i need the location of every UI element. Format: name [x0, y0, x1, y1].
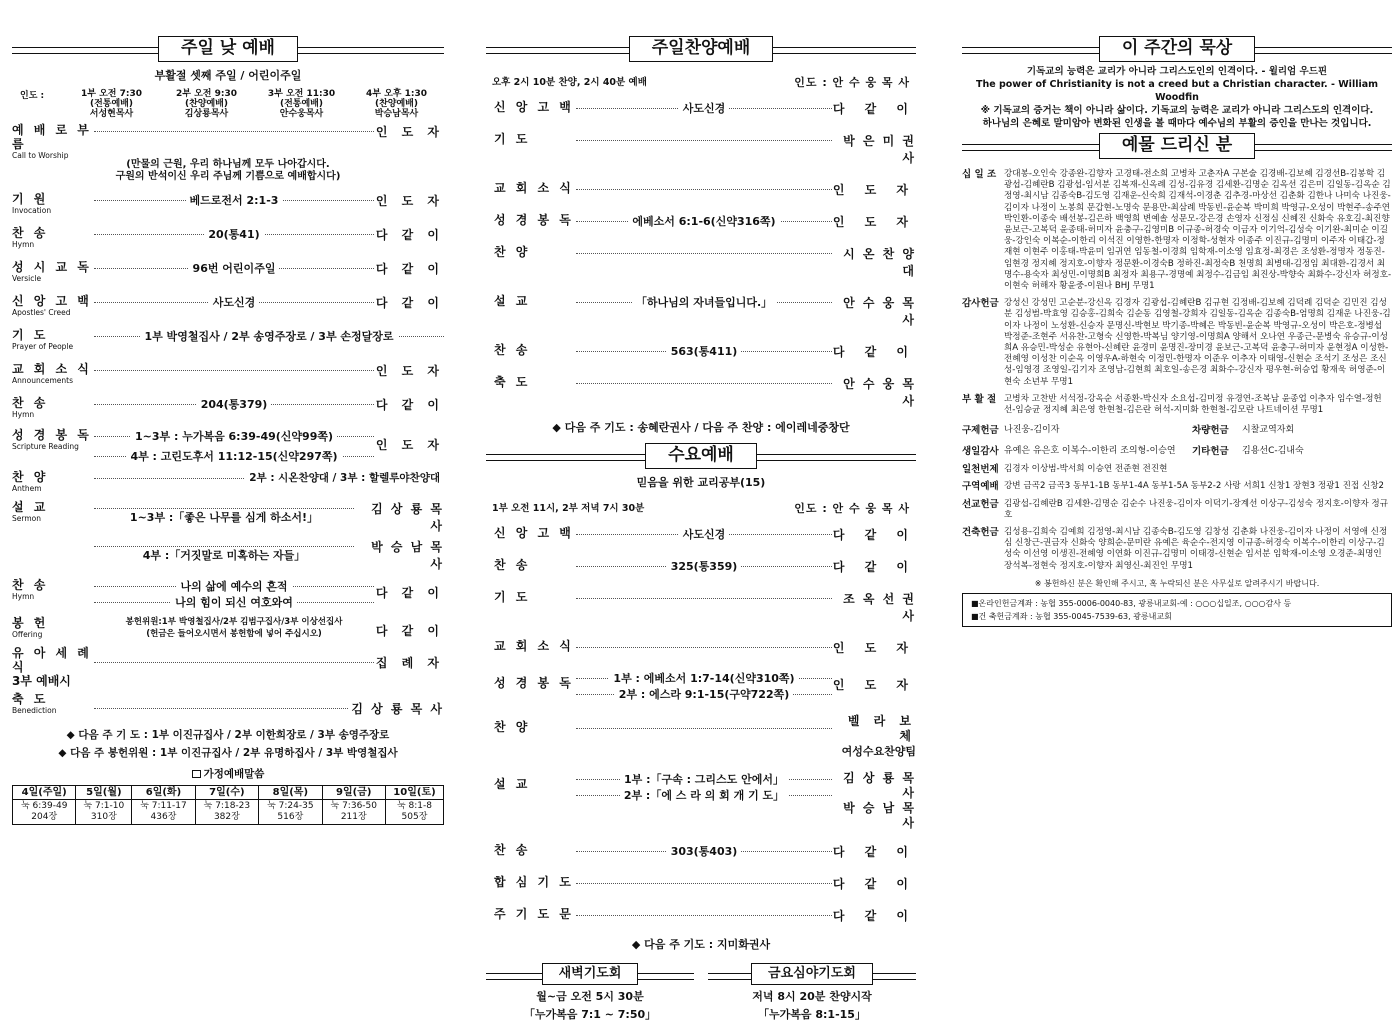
row-label: 신 앙 고 백 [494, 526, 574, 540]
praise-row [486, 343, 916, 360]
row-label: 주 기 도 문 [494, 907, 574, 921]
row-right: 다 같 이 [832, 528, 916, 542]
prayer-meetings [486, 962, 916, 1022]
row-detail: 사도신경 [576, 526, 832, 542]
leader-3: 3부 오전 11:30 (전통예배) 안수웅목사 [267, 89, 336, 119]
book-icon [192, 770, 201, 778]
row-detail: 563(통411) [576, 343, 832, 359]
onetime-block: 일천번제 김경자 이상범-박서희 이승연 전준현 전진현 [962, 464, 1168, 476]
row-detail [576, 132, 832, 146]
row-label: 성 경 봉 독 [494, 213, 574, 227]
sermon-row: 설 교 Sermon 1~3부 :「좋은 나무를 심게 하소서!」 김 상 룡 목 사 4부 :「거짓말로 미혹하는 자들」 박 승 남 목 사 [12, 500, 444, 571]
wednesday-title: 수요예배 [645, 443, 757, 469]
call-right: 인 도 자 [375, 125, 444, 139]
row-label: 교 회 소 식 [494, 639, 574, 653]
row-label: 찬 송 [494, 343, 531, 357]
wednesday-header [486, 443, 916, 469]
row-right: 다 같 이 [832, 909, 916, 923]
mission-block: 선교헌금 김광섭-김혜란B 김세환-김명순 김순수 나진웅-김이자 이덕기-장계선 이상구-김성숙 정지호-이향자 정규호 [962, 498, 1388, 520]
thanks-block: 감사헌금 강성신 강성민 고순분-강신옥 김경자 김광섭-김혜란B 김규현 김정배-김보혜 김덕례 김덕순 김민진 김성분 김성범-박효영 김승홍-김희숙 김순동 김영철-강희자 김일동-김옥순 김종숙B-엄명희 김재운 나진웅-김이자 나정이 노성환-신승자 문명신-박현보 박기종-박혜은 박동빈-윤순복 박영규-오성이 박은호-정병섭 박정준-조현주 서유찬-고형숙 신영한-박복님 양기영-이명희A 양해서 오나연 우종근-문병숙 유승규-이성희A 유승민-박성순 유현아-신혜란 윤경미 윤명진-장미경 윤보근-고복덕 윤충구-허미자 윤현정A 이성한-전혜영 이성찬 이순옥 이영우A-하현숙 이정민-한명자 이준우 이추자 이태영-신현순 조석기 조성은 조신성-임영경 조영일-김기자 조영남-김현희 최호일-송은경 최화수-강신자 평우현-허승업 황재욱 허영준-이현숙 소년부 무명1 [962, 298, 1391, 387]
praise-row [486, 132, 916, 166]
week-day-header: 8일(목) [259, 786, 322, 800]
quote-4: 하나님의 은혜로 말미암아 변화된 인생을 볼 때마다 예수님의 부활의 증인을 만나는 것입니다. [982, 118, 1372, 129]
bank-online: ■온라인헌금계좌 : 농협 355-0006-0040-83, 광릉내교회-예 : ○○○십일조, ○○○감사 등 [971, 598, 1292, 608]
call-mid [94, 123, 374, 137]
meditation-column [962, 0, 1392, 785]
row-right: 다 같 이 [832, 877, 916, 891]
call-note-1: (만물의 근원, 우리 하나님께 모두 나아갑시다. [126, 159, 330, 170]
row-detail [576, 375, 832, 389]
leader-4: 4부 오후 1:30 (찬양예배) 박승남목사 [366, 89, 427, 119]
row-label: 설 교 [494, 294, 531, 308]
row-label: 찬 송 [494, 843, 531, 857]
week-reading-cell: 눅 7:11-17 436장 [132, 800, 195, 825]
wednesday-row [486, 590, 916, 624]
wednesday-row [486, 843, 916, 860]
row-label: 기 도 [494, 590, 531, 604]
call-label: 예 배 로 부 름 Call to Worship [12, 123, 92, 160]
praise-worship-header [486, 36, 916, 62]
week-reading-cell: 눅 7:18-23 382장 [195, 800, 258, 825]
praise-worship-title: 주일찬양예배 [629, 36, 774, 62]
quote-2: The power of Christianity is not a creed but a Christian character. - William Woodfin [975, 79, 1379, 103]
leader-1: 1부 오전 7:30 (전통예배) 서성현목사 [81, 89, 142, 119]
tithe-block: 십 일 조 강대봉-오인숙 강종완-김향자 고경태-전소희 고병차 고춘자A 구본술 김경배-김보혜 김경선B-김봉학 김광섭-김혜란B 김광섭-임서분 김복재-신옥례 김성-김유경 김세환-김명순 김옥선 김은미 김일동-김옥순 김정영-최시남 김종숙B-김도영 김재운-신숙희 김재석-이경춘 김추경-마상선 김춘화 김한나 나미숙 나진웅-김이자 나정이 노봉희 문갑현-노명숙 문용만-최삼례 박동빈-윤순복 박미희 박영규-오성이 박현주-송주연 박인환-이종숙 배선봉-김은하 백영희 변예솔 성문모-강은경 손영자 신정심 신혜진 신화숙 유호길-최진향 윤보근-고복덕 윤종태-허미자 윤충구-김영미B 이규종-허경숙 이금자 이기억-김성숙 이기완-최미순 이길웅-강인숙 이복순-이한리 이석진 이영한-한명자 이정학-성현자 이종주 이진규-김명미 이주자 이태갑-정재현 이현주 이홍태-박윤미 임귀연 임동철-이경희 임학재-이소영 임효정-최경은 조성환-정명자 정동진-임현경 정지혜 정지호-이향자 정문환-이경숙B 정하진-최정숙B 천명희 최병태-김정임 최대환-김경서 최명수-용숙자 최성민-이명희B 최정자 최용구-경명예 최정수-김금임 최진상-박향숙 최화수-강신자 허정호-이현숙 허해자 황윤중-이원나 BHJ 무명1 [962, 169, 1392, 292]
leader-label: 인도 : [20, 91, 45, 101]
district-block: 구역예배 강변 금곡2 금곡3 동부1-1B 동부1-4A 동부1-5A 동부2-2 사랑 서희1 신창1 장현3 정광1 진접 신창2 [962, 481, 1385, 493]
wednesday-scripture-row: 성 경 봉 독 1부 : 에베소서 1:7-14(신약310쪽) 2부 : 에스라 9:1-15(구약722쪽) 인 도 자 [494, 672, 916, 701]
week-reading-cell: 눅 7:36-50 211장 [322, 800, 385, 825]
row-right: 다 같 이 [832, 560, 916, 574]
quote-3: ※ 기독교의 증거는 책이 아니라 삶이다. 기독교의 능력은 교리가 아니라 그리스도의 인격이다. [980, 105, 1374, 116]
week-day-header: 7일(수) [195, 786, 258, 800]
scripture-row: 성 경 봉 독 Scripture Reading 1~3부 : 누가복음 6:39-49(신약99쪽) 4부 : 고린도후서 11:12-15(신약297쪽) 인 도 자 [12, 428, 444, 463]
row-detail [576, 907, 832, 921]
next-week-offering: ◆ 다음 주 봉헌위원 : 1부 이진규집사 / 2부 유명하집사 / 3부 박영철집사 [58, 747, 398, 759]
row-right: 인 도 자 [832, 641, 916, 655]
sunday-worship-column [12, 0, 444, 822]
birthday-block: 생일감사 유예은 유은호 이복수-이한리 조의형-이승연 기타헌금 김용선C-김내숙 [962, 446, 1304, 458]
hymn-row: 찬 송 Hymn 20(통41) 다 같 이 [12, 226, 444, 249]
wednesday-leader: 인도 : 안 수 웅 목 사 [794, 502, 910, 515]
hymn3-row: 찬 송 Hymn 나의 삶에 예수의 흔적 나의 힘이 되신 여호와여 다 같 이 [12, 578, 444, 609]
offering-notice: ※ 봉헌하신 분은 확인해 주시고, 혹 누락되신 분은 사무실로 알려주시기 바랍니다. [1034, 578, 1320, 588]
hymn2-row: 찬 송 Hymn 204(통379) 다 같 이 [12, 396, 444, 419]
construction-block: 건축헌금 김성용-김희숙 김예희 김정영-최시남 김종숙B-김도영 김창성 김춘화 나진웅-김이자 나정이 서영애 신정심 신창근-권금자 신화숙 양희순-문미란 유예은 육순수-전지영 이규종-허경숙 이복수-이한리 이상구-김성숙 이선영 이생진-전혜영 이연화 이진규-김명미 이태경-신현순 임서분 임학재-이소영 오경준-최명인 장석복-정현숙 정지호-이향자 최영신-최진인 무명1 [962, 527, 1388, 571]
wednesday-time: 1부 오전 11시, 2부 저녁 7시 30분 [492, 503, 645, 514]
creed-row: 신 앙 고 백 Apostles' Creed 사도신경 다 같 이 [12, 294, 444, 317]
sunday-worship-header [12, 36, 444, 62]
row-detail: 에베소서 6:1-6(신약316쪽) [576, 213, 832, 229]
easter-block: 부 활 절 고병차 고찬반 서석정-강옥순 서종환-박신자 소요섭-김미정 유경연-조복남 윤종업 이추자 임수열-정헌선-임승균 정지혜 최은영 한현철-김은란 허석-지미화 한현철-김모란 나트네이션 무명1 [962, 393, 1382, 416]
benediction-row: 축 도 Benediction 김 상 룡 목 사 [12, 692, 444, 716]
wednesday-row [486, 639, 916, 656]
wednesday-row [486, 526, 916, 543]
week-reading-cell: 눅 6:39-49 204장 [13, 800, 76, 825]
praise-row [486, 245, 916, 279]
wednesday-subtitle: 믿음을 위한 교리공부(15) [636, 476, 766, 489]
next-week-prayer: ◆ 다음 주 기 도 : 1부 이진규집사 / 2부 이한희장로 / 3부 송영주장로 [66, 729, 390, 741]
row-detail [576, 181, 832, 195]
wednesday-items [486, 526, 916, 656]
wednesday-items-2 [486, 843, 916, 924]
offering-header [962, 133, 1392, 159]
row-label: 찬 송 [494, 558, 531, 572]
wednesday-sermon-row: 설 교 1부 :「구속 : 그리스도 안에서」 2부 :「에 스 라 의 회 개 기 도」 김 상 룡 목 사 박 승 남 목 사 [494, 771, 916, 830]
call-to-worship-row [12, 123, 444, 161]
meditation-header [962, 36, 1392, 62]
praise-next: ◆ 다음 주 기도 : 송혜란권사 / 다음 주 찬양 : 에이레네중창단 [552, 421, 850, 434]
wednesday-row [486, 558, 916, 575]
praise-time: 오후 2시 10분 찬양, 2시 40분 예배 [492, 77, 647, 88]
praise-items [486, 100, 916, 409]
row-right: 다 같 이 [832, 102, 916, 116]
offering-list [962, 169, 1392, 572]
week-reading-cell: 눅 7:24-35 516장 [259, 800, 322, 825]
row-label: 합 심 기 도 [494, 875, 574, 889]
row-detail: 325(통359) [576, 558, 832, 574]
infant-baptism-row: 유 아 세 례 식 3부 예배시 집 례 자 [12, 646, 444, 688]
family-worship-table [12, 785, 444, 825]
praise-row [486, 181, 916, 198]
praise-row [486, 100, 916, 117]
sunday-worship-title: 주일 낮 예배 [158, 36, 298, 62]
praise-time-row [486, 74, 916, 90]
row-detail: 「하나님의 자녀들입니다.」 [576, 294, 832, 310]
week-day-header: 10일(토) [385, 786, 443, 800]
quote-1: 기독교의 능력은 교리가 아니라 그리스도인의 인격이다. - 윌리엄 우드핀 [1026, 66, 1328, 77]
row-detail [576, 590, 832, 604]
wednesday-row [486, 875, 916, 892]
wednesday-time-row [486, 500, 916, 516]
row-detail [576, 639, 832, 653]
praise-leader: 인도 : 안 수 웅 목 사 [794, 76, 910, 89]
announcements-row: 교 회 소 식 Announcements 인 도 자 [12, 362, 444, 385]
relief-block: 구제헌금 나진웅-김이자 차량헌금 시찰교역자회 [962, 425, 1295, 437]
sunday-subtitle: 부활절 셋째 주일 / 어린이주일 [154, 69, 302, 82]
week-day-header: 9일(금) [322, 786, 385, 800]
row-label: 교 회 소 식 [494, 181, 574, 195]
week-reading-cell: 눅 8:1-8 505장 [385, 800, 443, 825]
row-detail [576, 245, 832, 259]
week-day-header: 4일(주일) [13, 786, 76, 800]
praise-row [486, 213, 916, 230]
call-note-2: 구원의 반석이신 우리 주님께 기쁨으로 예배합시다) [115, 171, 341, 182]
row-right: 인 도 자 [832, 183, 916, 197]
row-detail: 사도신경 [576, 100, 832, 116]
week-reading-cell: 눅 7:1-10 310장 [76, 800, 132, 825]
row-label: 기 도 [494, 132, 531, 146]
week-day-header: 5일(월) [76, 786, 132, 800]
row-right: 안 수 웅 목 사 [843, 296, 916, 327]
row-label: 찬 양 [494, 245, 531, 259]
wednesday-next: ◆ 다음 주 기도 : 지미화권사 [631, 938, 771, 951]
row-label: 신 앙 고 백 [494, 100, 574, 114]
row-right: 다 같 이 [832, 345, 916, 359]
row-detail [576, 875, 832, 889]
row-right: 박 은 미 권 사 [843, 134, 916, 165]
meditation-quotes [962, 65, 1392, 130]
bank-accounts [962, 593, 1392, 627]
row-right: 다 같 이 [832, 845, 916, 859]
praise-worship-column [486, 0, 916, 1021]
row-right: 안 수 웅 목 사 [843, 377, 916, 408]
offering-title: 예물 드리신 분 [1099, 133, 1255, 159]
leader-2: 2부 오전 9:30 (찬양예배) 김상룡목사 [176, 89, 237, 119]
wednesday-anthem-row: 찬 양 벨 라 보 체 여성수요찬양팀 [494, 714, 916, 758]
family-worship-title: 가정예배말씀 [12, 766, 444, 781]
friday-prayer: 금요심야기도회 저녁 8시 20분 찬양시작 「누가복음 8:1-15」 [708, 962, 916, 1022]
row-right: 시 온 찬 양 대 [843, 247, 916, 278]
anthem-row: 찬 양 Anthem 2부 : 시온찬양대 / 3부 : 할렐루야찬양대 [12, 470, 444, 494]
versicle-row: 성 시 교 독 Versicle 96번 어린이주일 다 같 이 [12, 260, 444, 283]
praise-row [486, 375, 916, 409]
row-label: 축 도 [494, 375, 531, 389]
prayer-row: 기 도 Prayer of People 1부 박영철집사 / 2부 송영주장로 / 3부 손정달장로 [12, 328, 444, 352]
praise-row [486, 294, 916, 328]
row-right: 인 도 자 [832, 215, 916, 229]
row-detail: 303(통403) [576, 843, 832, 859]
bank-construction: ■건 축헌금계좌 : 농협 355-0045-7539-63, 광릉내교회 [971, 611, 1172, 621]
dawn-prayer: 새벽기도회 월~금 오전 5시 30분 「누가복음 7:1 ~ 7:50」 [486, 962, 694, 1022]
offering-row: 봉 헌 Offering 봉헌위원:1부 박영철집사/2부 김범구집사/3부 이상선집사 (헌금은 들어오시면서 봉헌함에 넣어 주십시오) 다 같 이 [12, 616, 444, 639]
meditation-title: 이 주간의 묵상 [1099, 36, 1255, 62]
invocation-row: 기 원 Invocation 베드로전서 2:1-3 인 도 자 [12, 192, 444, 215]
row-right: 조 옥 선 권 사 [843, 592, 916, 623]
leaders-row [12, 89, 444, 119]
week-day-header: 6일(화) [132, 786, 195, 800]
wednesday-row [486, 907, 916, 924]
